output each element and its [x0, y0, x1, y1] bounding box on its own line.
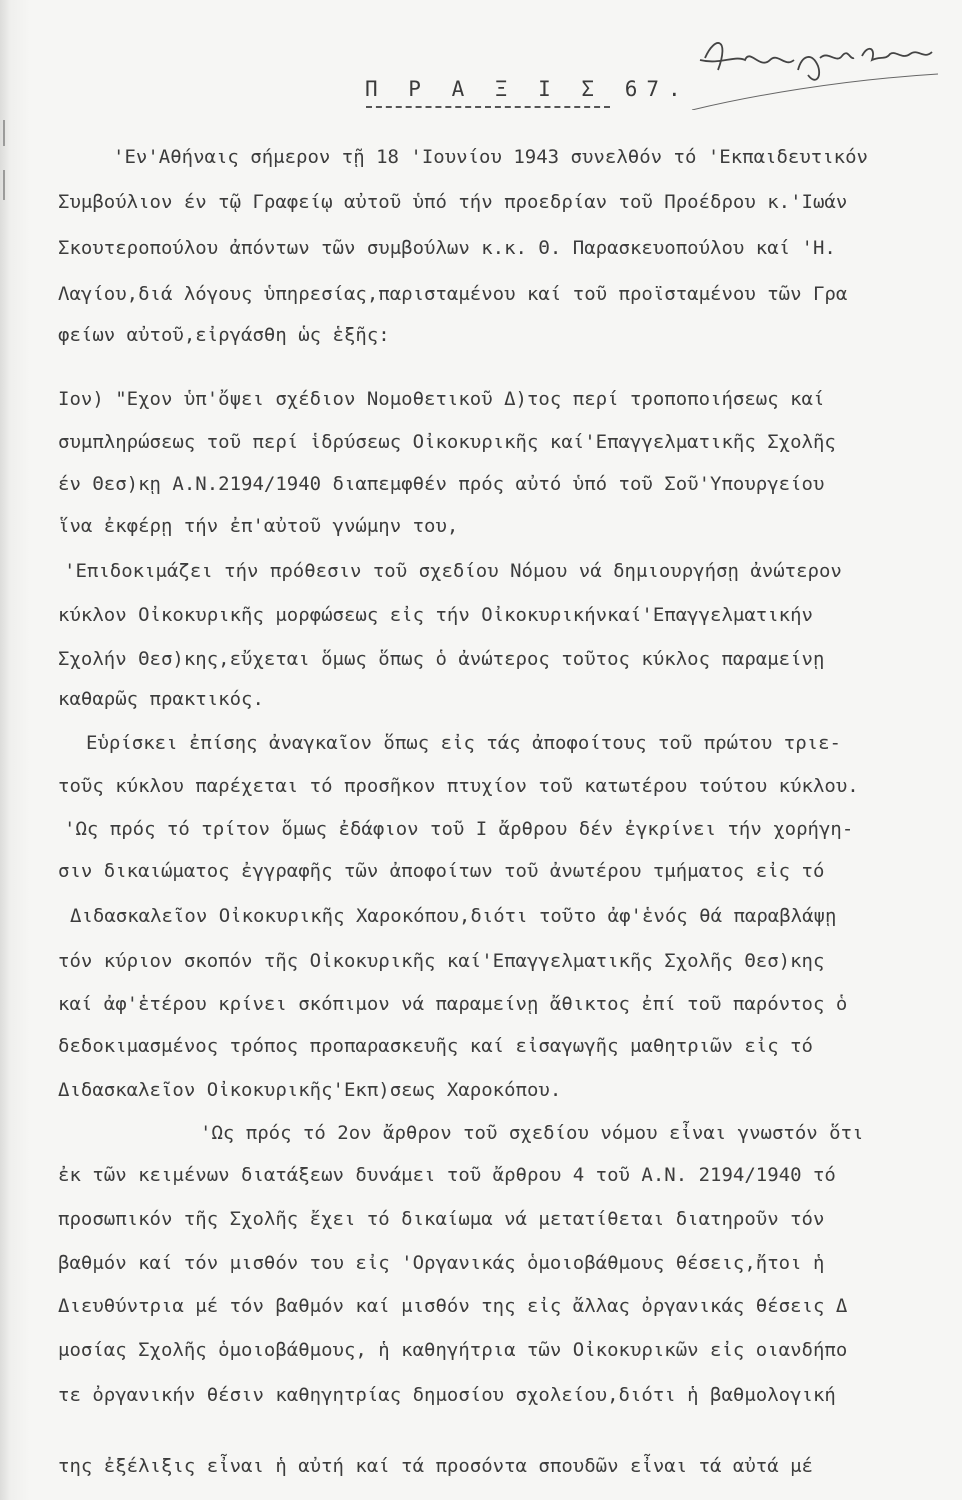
text-line: Λαγίου,διά λόγους ὑπηρεσίας,παρισταμένου καί τοῦ προϊσταμένου τῶν Γρα — [58, 283, 848, 305]
text-line: Διδασκαλεῖον Οἰκοκυρικῆς'Εκπ)σεως Χαροκόπου. — [58, 1079, 562, 1101]
text-line: Ιον) "Εχον ὑπ'ὄψει σχέδιον Νομοθετικοῦ Δ)τος περί τροποποιήσεως καί — [58, 388, 825, 410]
text-line: Διδασκαλεῖον Οἰκοκυρικῆς Χαροκόπου,διότι τοῦτο ἀφ'ἑνός θά παραβλάψῃ — [70, 905, 837, 927]
text-line: της ἐξέλιξις εἶναι ἡ αὐτή καί τά προσόντα σπουδῶν εἶναι τά αὐτά μέ — [58, 1455, 813, 1477]
text-line: βαθμόν καί τόν μισθόν του εἰς 'Οργανικάς ὁμοιοβάθμους θέσεις,ἤτοι ἡ — [58, 1252, 825, 1274]
text-line: μοσίας Σχολῆς ὁμοιοβάθμους, ἡ καθηγήτρια τῶν Οἰκοκυρικῶν εἰς οιανδήπο — [58, 1339, 848, 1361]
text-line: Συμβούλιον έν τῷ Γραφείῳ αὐτοῦ ὑπό τήν προεδρίαν τοῦ Προέδρου κ.'Ιωάν — [58, 191, 848, 213]
text-line: τόν κύριον σκοπόν τῆς Οἰκοκυρικῆς καί'Επαγγελματικῆς Σχολῆς Θεσ)κης — [58, 950, 825, 972]
text-line: τε ὀργανικήν θέσιν καθηγητρίας δημοσίου σχολείου,διότι ἡ βαθμολογική — [58, 1384, 836, 1406]
handwritten-annotation — [690, 30, 940, 110]
text-line: καθαρῶς πρακτικός. — [58, 688, 264, 710]
text-line: Σχολήν Θεσ)κης,εὔχεται ὅμως ὅπως ὁ ἀνώτερος τοῦτος κύκλος παραμείνῃ — [58, 648, 825, 670]
text-line: καί ἀφ'ἑτέρου κρίνει σκόπιμον νά παραμείνῃ ἄθικτος ἐπί τοῦ παρόντος ὁ — [58, 993, 848, 1015]
text-line: δεδοκιμασμένος τρόπος προπαρασκευῆς καί εἰσαγωγῆς μαθητριῶν εἰς τό — [58, 1035, 813, 1057]
text-line: συμπληρώσεως τοῦ περί ἱδρύσεως Οἰκοκυρικῆς καί'Επαγγελματικῆς Σχολῆς — [58, 431, 836, 453]
text-line: κύκλον Οἰκοκυρικῆς μορφώσεως εἰς τήν Οἰκοκυρικήνκαί'Επαγγελματικήν — [58, 604, 813, 626]
text-line: φείων αὐτοῦ,εἰργάσθη ὡς ἑξῆς: — [58, 324, 390, 346]
text-line: προσωπικόν τῆς Σχολῆς ἔχει τό δικαίωμα νά μετατίθεται διατηροῦν τόν — [58, 1208, 825, 1230]
text-line: ἵνα ἐκφέρῃ τήν ἐπ'αὐτοῦ γνώμην του, — [58, 515, 459, 537]
title-underline — [366, 106, 610, 108]
text-line: 'Ως πρός τό 2ον ἄρθρον τοῦ σχεδίου νόμου εἶναι γνωστόν ὅτι — [200, 1122, 864, 1144]
text-line: Διευθύντρια μέ τόν βαθμόν καί μισθόν της εἰς ἄλλας ὀργανικάς θέσεις Δ — [58, 1295, 848, 1317]
margin-mark — [3, 170, 5, 200]
text-line: Σκουτεροπούλου ἀπόντων τῶν συμβούλων κ.κ. Θ. Παρασκευοπούλου καί 'Η. — [58, 237, 836, 259]
text-line: ἐκ τῶν κειμένων διατάξεων δυνάμει τοῦ ἄρθρου 4 τοῦ Α.Ν. 2194/1940 τό — [58, 1164, 836, 1186]
text-line: σιν δικαιώματος ἐγγραφῆς τῶν ἀποφοίτων τοῦ ἀνωτέρου τμήματος εἰς τό — [58, 860, 825, 882]
text-line: έν Θεσ)κῃ Α.Ν.2194/1940 διαπεμφθέν πρός αὐτό ὑπό τοῦ Σοῦ'Υπουργείου — [58, 473, 825, 495]
text-line: 'Εν'Αθήναις σήμερον τῇ 18 'Ιουνίου 1943 συνελθόν τό 'Εκπαιδευτικόν — [113, 146, 868, 168]
margin-mark — [3, 120, 5, 146]
text-line: 'Ως πρός τό τρίτον ὅμως ἐδάφιον τοῦ Ι ἄρθρου δέν ἐγκρίνει τήν χορήγη- — [64, 818, 854, 840]
text-line: τοῦς κύκλου παρέχεται τό προσῆκον πτυχίον τοῦ κατωτέρου τούτου κύκλου. — [58, 775, 859, 797]
text-line: 'Επιδοκιμάζει τήν πρόθεσιν τοῦ σχεδίου Νόμου νά δημιουργήσῃ ἀνώτερον — [64, 560, 842, 582]
document-title: Π Ρ Α Ξ Ι Σ 67. — [365, 77, 690, 101]
text-line: Εὑρίσκει ἐπίσης ἀναγκαῖον ὅπως εἰς τάς ἀποφοίτους τοῦ πρώτου τριε- — [86, 732, 841, 754]
